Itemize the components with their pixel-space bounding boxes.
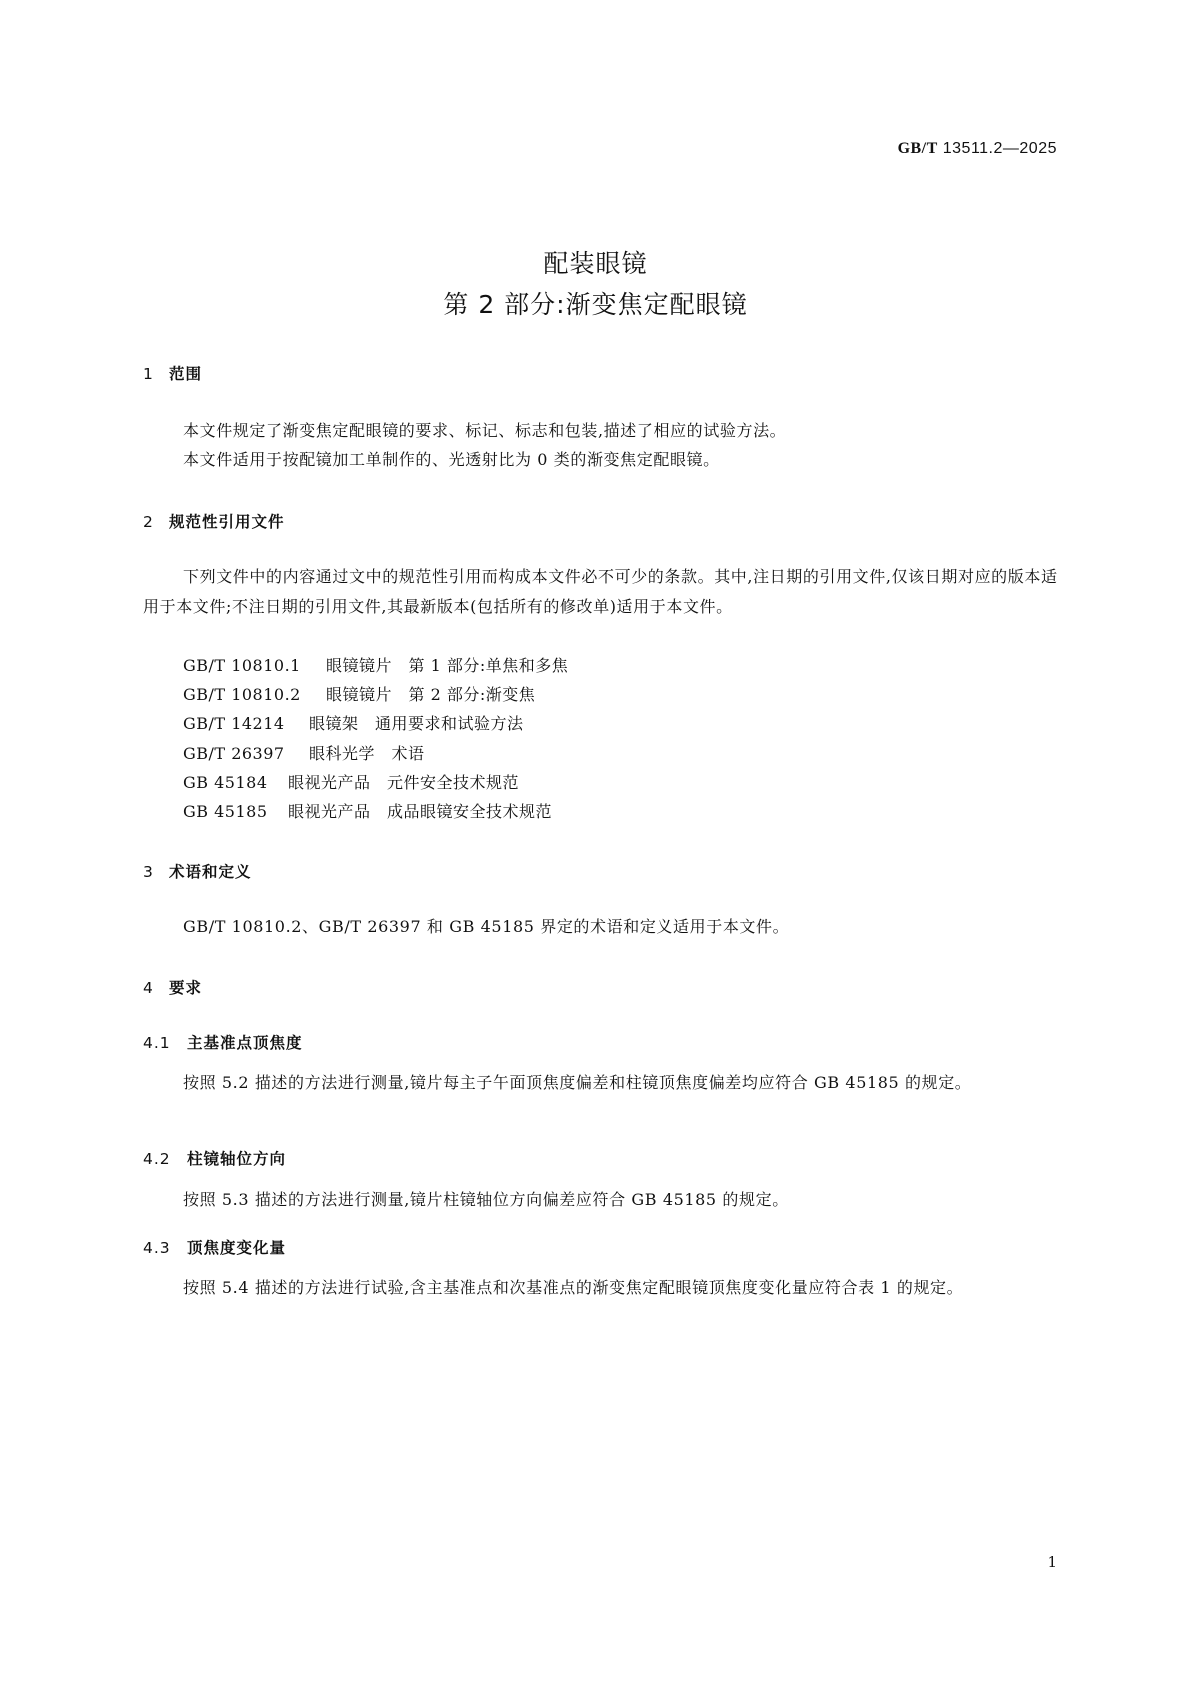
page-number: 1 [1047, 1553, 1057, 1571]
subsection-title: 主基准点顶焦度 [187, 1034, 303, 1052]
standard-number [898, 140, 1057, 158]
document-title-line2: 第 2 部分:渐变焦定配眼镜 [443, 290, 748, 319]
reference-item [183, 653, 568, 676]
reference-item [183, 799, 552, 822]
reference-title: 眼镜架 通用要求和试验方法 [309, 714, 524, 733]
standard-number-value: 13511.2—2025 [942, 140, 1057, 157]
subsection-number: 4.2 [143, 1150, 171, 1168]
reference-code: GB 45184 [183, 773, 268, 792]
reference-title: 眼视光产品 元件安全技术规范 [288, 773, 520, 792]
section-title: 要求 [169, 979, 203, 997]
section-2-para1: 下列文件中的内容通过文中的规范性引用而构成本文件必不可少的条款。其中,注日期的引用文件,仅该日期对应的版本适用于本文件;不注日期的引用文件,其最新版本(包括所有的修改单)适用于本文件。 [143, 567, 1058, 616]
section-number: 4 [143, 979, 154, 997]
reference-item [183, 711, 524, 734]
reference-title: 眼科光学 术语 [309, 744, 425, 763]
subsection-4-2-para: 按照 5.3 描述的方法进行测量,镜片柱镜轴位方向偏差应符合 GB 45185 的规定。 [183, 1190, 789, 1209]
subsection-title: 柱镜轴位方向 [187, 1150, 287, 1168]
reference-item [183, 741, 425, 764]
subsection-4-1-heading [143, 1031, 303, 1053]
section-title: 规范性引用文件 [169, 513, 285, 531]
section-4-heading [143, 976, 202, 998]
subsection-number: 4.3 [143, 1239, 171, 1257]
document-title-line1: 配装眼镜 [543, 249, 648, 278]
reference-code: GB 45185 [183, 802, 268, 821]
section-1-heading [143, 362, 202, 384]
reference-code: GB/T 10810.1 [183, 656, 301, 675]
section-number: 1 [143, 365, 154, 383]
subsection-title: 顶焦度变化量 [187, 1239, 287, 1257]
section-1-para2: 本文件适用于按配镜加工单制作的、光透射比为 0 类的渐变焦定配眼镜。 [183, 450, 720, 469]
reference-item [183, 770, 519, 793]
subsection-4-3-heading [143, 1236, 286, 1258]
subsection-4-2-heading [143, 1147, 286, 1169]
standard-number-prefix: GB/T [897, 140, 938, 157]
section-1-para1: 本文件规定了渐变焦定配眼镜的要求、标记、标志和包装,描述了相应的试验方法。 [183, 421, 787, 440]
subsection-number: 4.1 [143, 1034, 171, 1052]
reference-code: GB/T 10810.2 [183, 685, 301, 704]
reference-code: GB/T 14214 [183, 714, 285, 733]
section-number: 3 [143, 863, 154, 881]
reference-item [183, 682, 535, 705]
section-number: 2 [143, 513, 154, 531]
section-title: 范围 [169, 365, 203, 383]
reference-title: 眼视光产品 成品眼镜安全技术规范 [288, 802, 553, 821]
section-3-para1: GB/T 10810.2、GB/T 26397 和 GB 45185 界定的术语和定义适用于本文件。 [183, 917, 790, 936]
section-2-heading [143, 510, 285, 532]
section-3-heading [143, 860, 252, 882]
subsection-4-3-para: 按照 5.4 描述的方法进行试验,含主基准点和次基准点的渐变焦定配眼镜顶焦度变化量应符合表 1 的规定。 [183, 1278, 964, 1297]
reference-code: GB/T 26397 [183, 744, 285, 763]
subsection-4-1-para: 按照 5.2 描述的方法进行测量,镜片每主子午面顶焦度偏差和柱镜顶焦度偏差均应符合 GB 45185 的规定。 [183, 1073, 972, 1092]
reference-title: 眼镜镜片 第 2 部分:渐变焦 [326, 685, 536, 704]
reference-title: 眼镜镜片 第 1 部分:单焦和多焦 [326, 656, 569, 675]
section-title: 术语和定义 [169, 863, 252, 881]
